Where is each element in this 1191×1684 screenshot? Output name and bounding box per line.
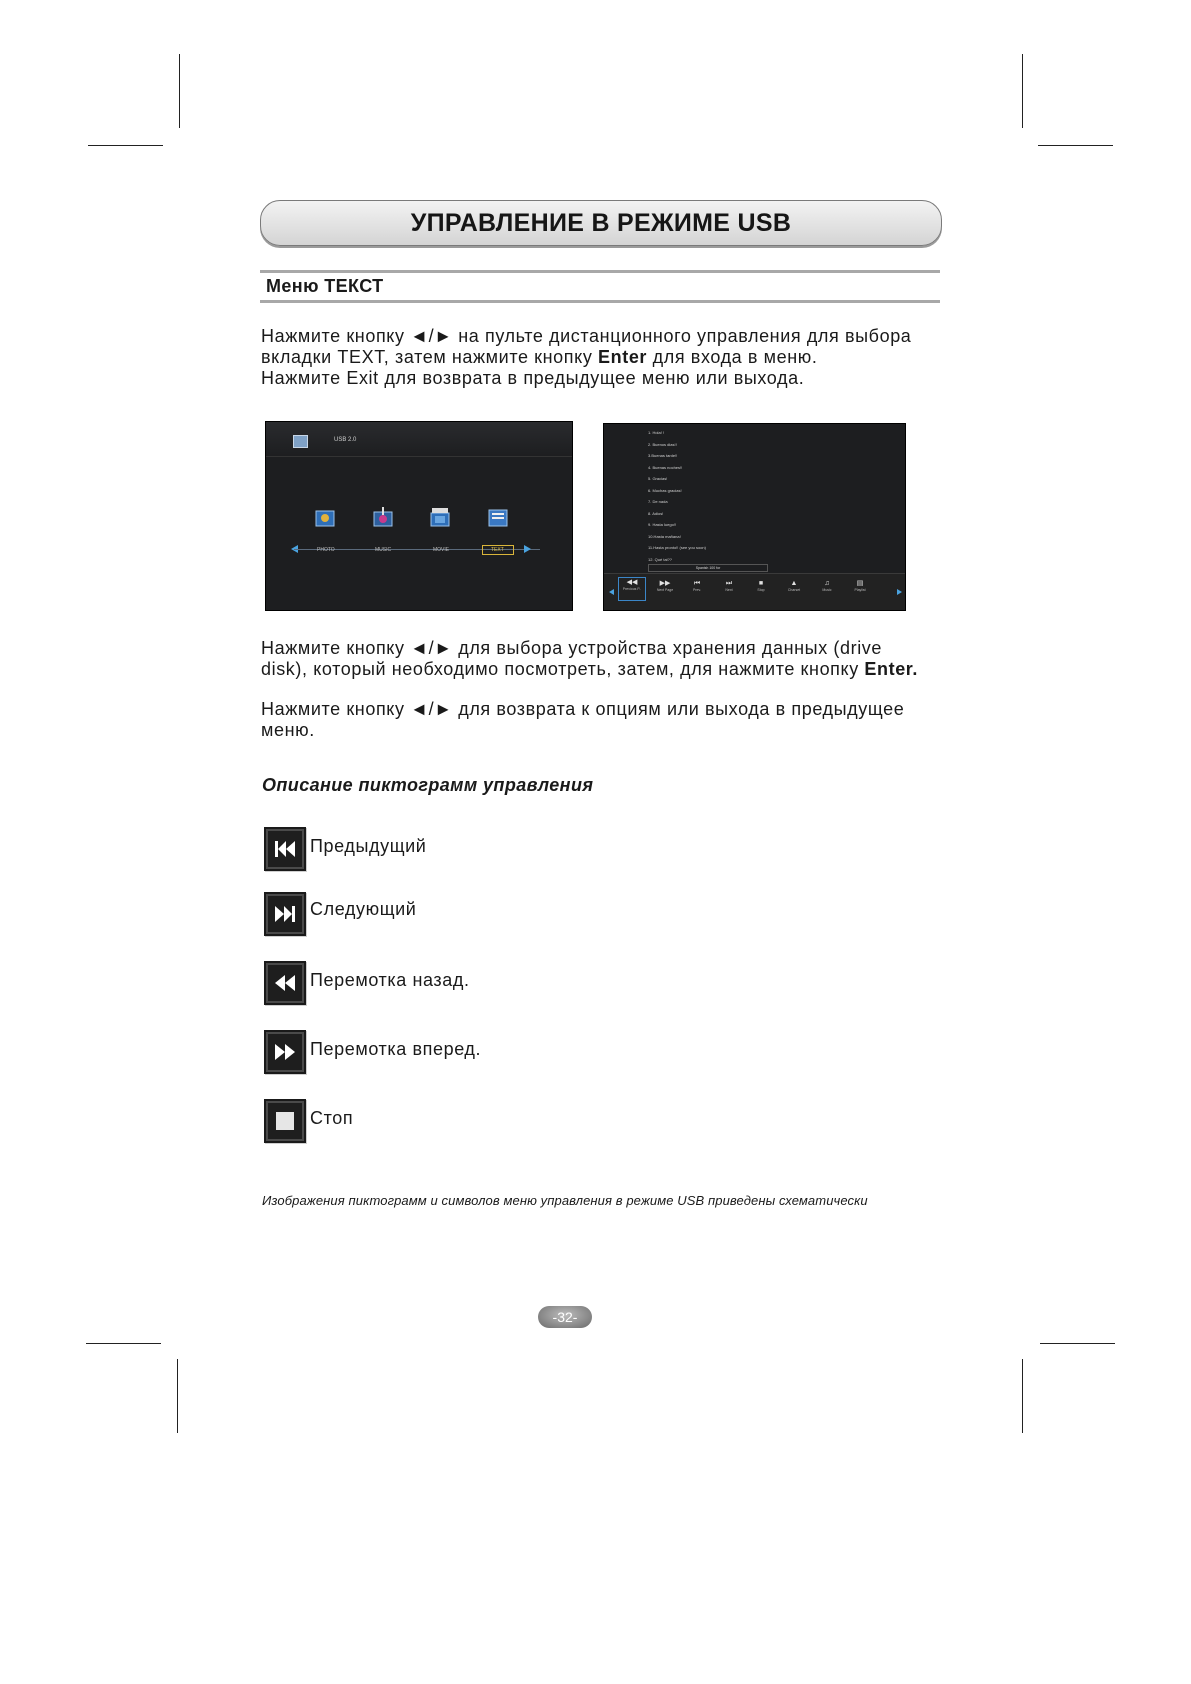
text-line: 3.Buenas tarde!! bbox=[648, 453, 678, 458]
section-rule-top bbox=[260, 270, 940, 273]
intro-paragraph bbox=[261, 326, 951, 389]
tab-text: TEXT bbox=[491, 547, 504, 553]
text-line: 10.Hasta mañana! bbox=[648, 533, 681, 539]
page-title: УПРАВЛЕНИЕ В РЕЖИМЕ USB bbox=[260, 200, 942, 246]
control-label: Playlist bbox=[854, 588, 866, 592]
skip-previous-icon: ⏮ bbox=[693, 580, 701, 587]
charset-icon: ▲ bbox=[790, 580, 798, 587]
skip-next-icon: ⏭ bbox=[725, 580, 733, 587]
crop-mark bbox=[1022, 1359, 1023, 1433]
return-paragraph bbox=[261, 699, 951, 741]
text-line: 12. Qué tal?? bbox=[648, 556, 673, 562]
crop-mark bbox=[1040, 1343, 1115, 1344]
section-title: Меню ТЕКСТ bbox=[266, 276, 384, 296]
fast-forward-icon: ▶▶ bbox=[659, 580, 671, 587]
enter-key-label: Enter bbox=[598, 347, 648, 367]
text-line: 4. Buenas noches!! bbox=[648, 464, 683, 470]
tab-movie: MOVIE bbox=[433, 547, 450, 553]
control-next-page bbox=[652, 579, 678, 593]
crop-mark bbox=[1038, 145, 1113, 146]
control-bar bbox=[604, 573, 905, 611]
control-previous-page bbox=[618, 577, 646, 601]
drive-select-line-2 bbox=[261, 659, 951, 680]
control-prev bbox=[684, 579, 710, 593]
text-line: 9. Hasta luego!! bbox=[648, 522, 677, 527]
rewind-label: Перемотка назад. bbox=[310, 970, 470, 990]
control-label: Next bbox=[725, 588, 733, 592]
usb-media-menu-screenshot bbox=[265, 421, 573, 611]
intro-line-2 bbox=[261, 347, 951, 368]
control-stop bbox=[748, 579, 774, 593]
return-line-2: меню. bbox=[261, 720, 315, 740]
skip-next-icon bbox=[264, 892, 306, 936]
control-label: Next Page bbox=[656, 588, 674, 592]
control-music bbox=[814, 579, 840, 593]
footnote: Изображения пиктограмм и символов меню управления в режиме USB приведены схематически bbox=[262, 1193, 868, 1208]
photo-icon bbox=[314, 506, 336, 528]
tab-music: MUSIC bbox=[375, 547, 392, 553]
drive-select-line-1: Нажмите кнопку ◄/► для выбора устройства хранения данных (drive bbox=[261, 638, 883, 658]
playlist-icon: ▤ bbox=[856, 580, 864, 587]
text-lines bbox=[648, 427, 706, 565]
music-note-icon: ♫ bbox=[824, 580, 830, 587]
enter-key-label: Enter. bbox=[864, 659, 919, 679]
skip-next-label: Следующий bbox=[310, 899, 417, 919]
text-line: 1. Hola! ! bbox=[648, 430, 665, 435]
text-line: 2. Buenos dias!! bbox=[648, 441, 677, 447]
crop-mark bbox=[86, 1343, 161, 1344]
section-rule-bottom bbox=[260, 300, 940, 303]
intro-line-2-text: вкладки TEXT, затем нажмите кнопку bbox=[261, 347, 599, 367]
control-label: Charset bbox=[787, 588, 801, 592]
control-charset bbox=[781, 579, 807, 593]
crop-mark bbox=[1022, 54, 1023, 128]
text-line: 6. Muchas gracias! bbox=[648, 487, 682, 493]
icons-section-title: Описание пиктограмм управления bbox=[262, 775, 594, 795]
crop-mark bbox=[179, 54, 180, 128]
arrow-right-icon bbox=[524, 545, 531, 553]
text-line: 11.Hasta pronto!! (see you soon) bbox=[648, 545, 706, 550]
control-label: Music bbox=[822, 588, 832, 592]
rewind-icon: ◀◀ bbox=[626, 579, 638, 586]
skip-previous-label: Предыдущий bbox=[310, 836, 427, 856]
fast-forward-label: Перемотка вперед. bbox=[310, 1039, 482, 1059]
stop-label: Стоп bbox=[310, 1108, 354, 1128]
page-number: -32- bbox=[538, 1306, 592, 1328]
text-icon bbox=[487, 506, 509, 528]
text-line: 5. Gracias! bbox=[648, 476, 668, 481]
control-label: Previous P.. bbox=[622, 587, 642, 591]
movie-icon bbox=[429, 506, 451, 528]
fast-forward-icon bbox=[264, 1030, 306, 1074]
crop-mark bbox=[177, 1359, 178, 1433]
intro-line-1: Нажмите кнопку ◄/► на пульте дистанционного управления для выбора bbox=[261, 326, 912, 346]
drive-select-line-2-text: disk), который необходимо посмотреть, затем, для нажмите кнопку bbox=[261, 659, 865, 679]
text-line: 7. De nada bbox=[648, 499, 668, 504]
usb-title: USB 2.0 bbox=[334, 437, 357, 443]
intro-line-2-end: для входа в меню. bbox=[647, 347, 818, 367]
intro-line-3: Нажмите Exit для возврата в предыдущее меню или выхода. bbox=[261, 368, 805, 388]
tab-photo: PHOTO bbox=[317, 547, 335, 553]
stop-icon: ■ bbox=[758, 580, 764, 587]
music-icon bbox=[372, 506, 394, 528]
text-line: 8. Adios! bbox=[648, 510, 664, 516]
control-label: Stop bbox=[757, 588, 765, 592]
control-next bbox=[716, 579, 742, 593]
control-label: Prev. bbox=[693, 588, 701, 592]
language-indicator: Spanish 100 for bbox=[648, 564, 768, 572]
screen-header bbox=[266, 422, 572, 457]
crop-mark bbox=[88, 145, 163, 146]
rewind-icon bbox=[264, 961, 306, 1005]
return-line-1: Нажмите кнопку ◄/► для возврата к опциям или выхода в предыдущее bbox=[261, 699, 905, 719]
text-viewer-screenshot bbox=[603, 423, 906, 611]
arrow-right-icon bbox=[897, 589, 902, 595]
arrow-left-icon bbox=[609, 589, 614, 595]
usb-logo-icon bbox=[293, 435, 308, 448]
control-playlist bbox=[847, 579, 873, 593]
stop-icon bbox=[264, 1099, 306, 1143]
skip-previous-icon bbox=[264, 827, 306, 871]
drive-select-paragraph bbox=[261, 638, 951, 680]
